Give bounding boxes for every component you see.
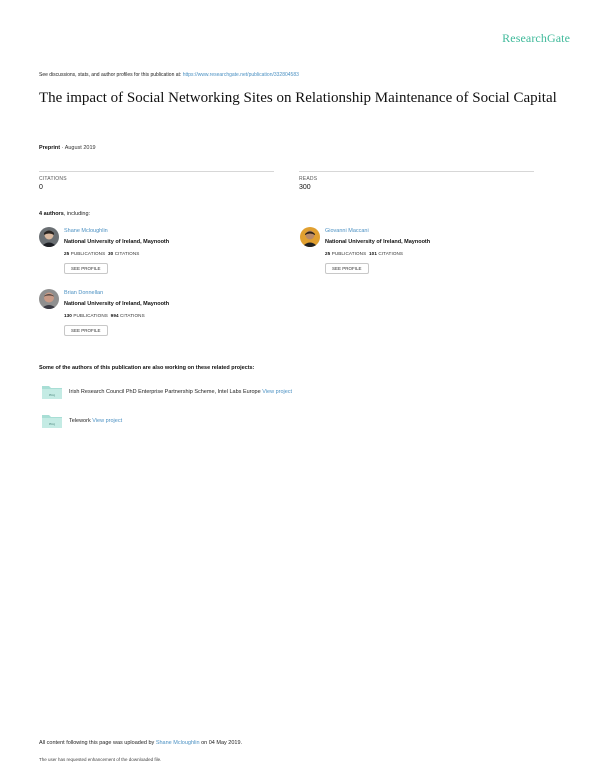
publication-title: The impact of Social Networking Sites on Relationship Maintenance of Social Capital xyxy=(39,90,557,106)
avatar-photo-icon xyxy=(300,227,320,247)
upload-footer xyxy=(39,740,242,746)
enhancement-note: The user has requested enhancement of the downloaded file. xyxy=(39,757,162,762)
project-folder-icon xyxy=(41,383,63,400)
disclaimer-text: See discussions, stats, and author profiles for this publication at: xyxy=(39,72,183,78)
author-citations-label: CITATIONS xyxy=(118,313,145,318)
avatar-shane-mcloughlin[interactable] xyxy=(39,227,59,247)
project-name: Telework xyxy=(69,418,91,424)
view-project-link[interactable]: View project xyxy=(92,418,123,424)
project-icon-label: Proj xyxy=(49,422,55,426)
publication-type: Preprint xyxy=(39,145,61,151)
authors-heading xyxy=(39,211,90,217)
author-publications-count: 25 xyxy=(64,251,70,256)
author-publications-count: 25 xyxy=(325,251,331,256)
author-citations-count: 994 xyxy=(110,313,119,318)
upload-suffix: on 04 May 2019. xyxy=(199,740,243,746)
author-stats xyxy=(64,251,139,256)
publication-date: August 2019 xyxy=(64,145,96,151)
author-name-link[interactable]: Shane Mcloughlin xyxy=(64,228,108,234)
author-stats xyxy=(325,251,403,256)
author-publications-label: PUBLICATIONS xyxy=(71,313,108,318)
avatar-photo-icon xyxy=(39,289,59,309)
author-publications-label: PUBLICATIONS xyxy=(69,251,106,256)
avatar-photo-icon xyxy=(39,227,59,247)
project-folder-icon xyxy=(41,412,63,429)
see-profile-button[interactable]: SEE PROFILE xyxy=(64,263,108,274)
researchgate-logo[interactable]: ResearchGate xyxy=(502,31,570,45)
project-name: Irish Research Council PhD Enterprise Partnership Scheme, Intel Labs Europe xyxy=(69,389,261,395)
author-citations-count: 30 xyxy=(108,251,114,256)
avatar-giovanni-maccani[interactable] xyxy=(300,227,320,247)
author-institution: National University of Ireland, Maynooth xyxy=(64,239,170,245)
publication-meta xyxy=(39,145,96,151)
author-publications-label: PUBLICATIONS xyxy=(330,251,367,256)
author-stats xyxy=(64,313,145,318)
author-citations-label: CITATIONS xyxy=(376,251,404,256)
uploader-link[interactable]: Shane Mcloughlin xyxy=(155,740,200,746)
citations-divider xyxy=(39,171,274,172)
view-project-link[interactable]: View project xyxy=(262,389,293,395)
authors-heading-suffix: , including: xyxy=(63,211,91,217)
related-projects-heading: Some of the authors of this publication are also working on these related projects: xyxy=(39,365,255,371)
meta-separator: · xyxy=(60,145,65,151)
author-citations-count: 101 xyxy=(369,251,377,256)
publication-url-link[interactable]: https://www.researchgate.net/publication/332804583 xyxy=(182,72,299,78)
project-item xyxy=(69,418,122,424)
project-icon-label: Proj xyxy=(49,393,55,397)
reads-label: READS xyxy=(299,176,318,182)
upload-prefix: All content following this page was uploaded by xyxy=(39,740,156,746)
citations-value: 0 xyxy=(39,184,43,191)
avatar-brian-donnellan[interactable] xyxy=(39,289,59,309)
author-institution: National University of Ireland, Maynooth xyxy=(325,239,431,245)
disclaimer-line xyxy=(39,72,299,78)
author-name-link[interactable]: Brian Donnellan xyxy=(64,290,104,296)
author-institution: National University of Ireland, Maynooth xyxy=(64,301,170,307)
authors-count: 4 authors xyxy=(39,211,64,217)
reads-divider xyxy=(299,171,534,172)
reads-value: 300 xyxy=(299,184,311,191)
author-publications-count: 130 xyxy=(64,313,72,318)
project-item xyxy=(69,389,292,395)
citations-label: CITATIONS xyxy=(39,176,67,182)
author-citations-label: CITATIONS xyxy=(113,251,140,256)
author-name-link[interactable]: Giovanni Maccani xyxy=(325,228,369,234)
see-profile-button[interactable]: SEE PROFILE xyxy=(325,263,369,274)
see-profile-button[interactable]: SEE PROFILE xyxy=(64,325,108,336)
